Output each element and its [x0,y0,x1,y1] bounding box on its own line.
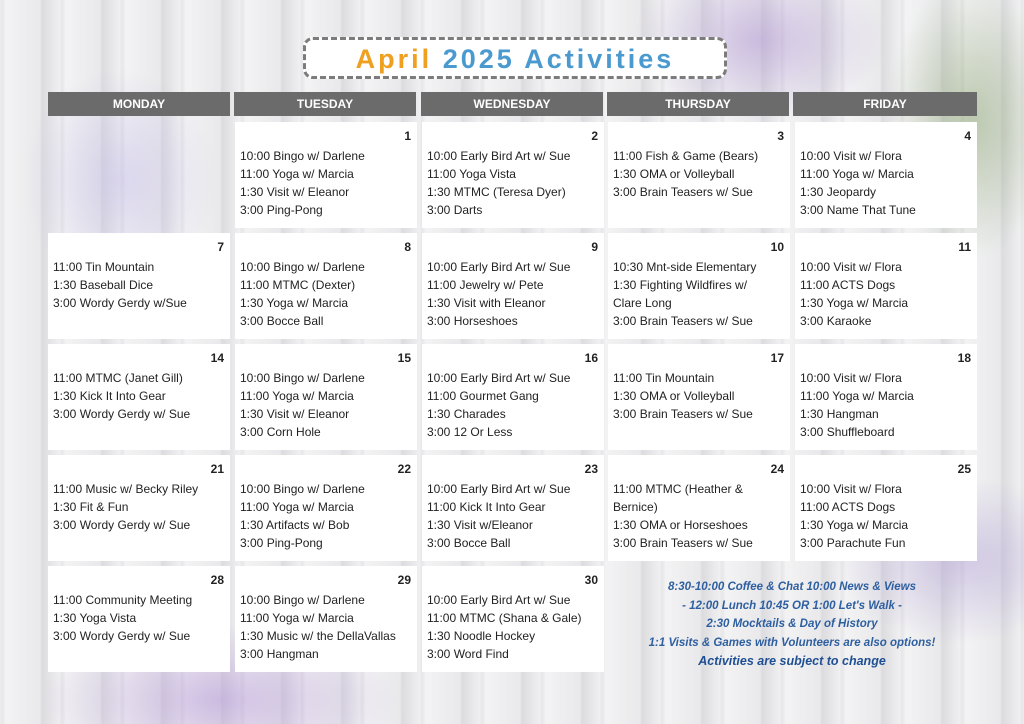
weekday-header-wednesday: WEDNESDAY [421,92,603,116]
activity-line: 11:00 Fish & Game (Bears) [613,149,759,163]
activity-list [53,258,226,312]
day-number: 22 [397,462,411,476]
activity-line: 1:30 Visit w/ Eleanor [240,407,350,421]
day-cell [608,233,790,339]
day-number: 16 [584,351,598,365]
activity-line: 1:30 OMA or Volleyball [613,389,735,403]
day-number: 3 [777,129,784,143]
day-cell [795,233,977,339]
activity-line: 1:30 Fighting Wildfires w/ [613,278,748,292]
activity-line: 1:30 Fit & Fun [53,500,129,514]
activity-line: 3:00 Darts [427,203,483,217]
activity-line: 3:00 Bocce Ball [240,314,324,328]
activity-line: 11:00 Yoga Vista [427,167,516,181]
activity-line: 11:00 Community Meeting [53,593,193,607]
activity-line: 3:00 Brain Teasers w/ Sue [613,536,753,550]
day-number: 11 [958,240,971,254]
activity-line: 1:30 OMA or Horseshoes [613,518,748,532]
activity-line: 11:00 Kick It Into Gear [427,500,546,514]
activity-list [613,480,786,552]
activity-line: 3:00 Karaoke [800,314,872,328]
activity-line: Bernice) [613,500,658,514]
activity-line: 11:00 Yoga w/ Marcia [800,167,914,181]
activity-line: 1:30 Kick It Into Gear [53,389,166,403]
activity-list [613,147,786,201]
activity-line: Clare Long [613,296,672,310]
activity-line: 11:00 ACTS Dogs [800,278,896,292]
weekday-header-tuesday: TUESDAY [234,92,416,116]
activity-line: 3:00 12 Or Less [427,425,513,439]
activity-line: 1:30 Baseball Dice [53,278,154,292]
activity-list [240,369,413,441]
day-number: 2 [591,129,598,143]
day-cell [422,233,604,339]
activity-line: 10:00 Bingo w/ Darlene [240,593,365,607]
activity-line: 11:00 MTMC (Dexter) [240,278,356,292]
day-number: 15 [397,351,411,365]
activity-line: 1:30 Artifacts w/ Bob [240,518,350,532]
activity-line: 1:30 Noodle Hockey [427,629,536,643]
day-number: 4 [964,129,971,143]
activity-line: 1:30 Visit with Eleanor [427,296,546,310]
activity-list [427,591,600,663]
activity-list [800,258,973,330]
day-cell [235,233,417,339]
activity-line: 3:00 Wordy Gerdy w/ Sue [53,407,191,421]
day-cell [235,122,417,228]
activity-list [800,147,973,219]
activity-line: 11:00 Jewelry w/ Pete [427,278,544,292]
activity-line: 10:00 Visit w/ Flora [800,371,902,385]
day-cell [795,122,977,228]
activity-list [800,480,973,552]
day-cell [608,122,790,228]
activity-line: 11:00 Gourmet Gang [427,389,539,403]
day-cell [422,122,604,228]
activity-line: 3:00 Brain Teasers w/ Sue [613,407,753,421]
activity-line: 10:30 Mnt-side Elementary [613,260,757,274]
day-cell [795,344,977,450]
activity-line: 11:00 Tin Mountain [613,371,715,385]
activity-line: 10:00 Early Bird Art w/ Sue [427,593,571,607]
activity-line: 10:00 Early Bird Art w/ Sue [427,482,571,496]
activity-line: 1:30 Jeopardy [800,185,877,199]
activity-line: 11:00 Yoga w/ Marcia [240,389,354,403]
activity-line: 10:00 Visit w/ Flora [800,260,902,274]
day-number: 10 [770,240,784,254]
day-cell [48,344,230,450]
activity-line: 3:00 Ping-Pong [240,203,323,217]
activity-list [613,369,786,423]
day-cell [795,455,977,561]
day-number: 18 [957,351,971,365]
day-cell [422,344,604,450]
day-number: 25 [957,462,971,476]
weekday-header-monday: MONDAY [48,92,230,116]
day-number: 30 [584,573,598,587]
activity-line: 1:30 Yoga Vista [53,611,137,625]
activity-list [240,258,413,330]
activity-line: 11:00 MTMC (Janet Gill) [53,371,183,385]
activity-line: 3:00 Hangman [240,647,319,661]
activity-list [240,591,413,663]
day-cell [48,455,230,561]
activity-line: 1:30 Yoga w/ Marcia [240,296,349,310]
day-cell [422,455,604,561]
activity-list [427,258,600,330]
activity-list [427,480,600,552]
title-month: April [355,44,433,74]
day-cell [608,455,790,561]
activity-list [240,480,413,552]
activity-list [427,369,600,441]
activity-line: 10:00 Early Bird Art w/ Sue [427,149,571,163]
weekday-header-friday: FRIDAY [793,92,977,116]
activity-line: 1:30 MTMC (Teresa Dyer) [427,185,566,199]
activity-line: 3:00 Wordy Gerdy w/Sue [53,296,187,310]
day-cell [235,344,417,450]
day-cell [48,233,230,339]
weekday-header-thursday: THURSDAY [607,92,789,116]
activity-line: 3:00 Name That Tune [800,203,916,217]
note-line: 8:30-10:00 Coffee & Chat 10:00 News & Views [668,581,916,593]
day-number: 29 [397,573,411,587]
day-number: 14 [210,351,224,365]
activity-line: 11:00 Yoga w/ Marcia [240,611,354,625]
activity-line: 11:00 Yoga w/ Marcia [240,500,354,514]
activity-line: 3:00 Horseshoes [427,314,518,328]
activity-line: 1:30 Visit w/ Eleanor [240,185,350,199]
activity-line: 3:00 Ping-Pong [240,536,323,550]
activity-list [53,480,226,534]
activity-line: 10:00 Early Bird Art w/ Sue [427,260,571,274]
activity-line: 3:00 Brain Teasers w/ Sue [613,314,753,328]
activity-line: 1:30 Charades [427,407,506,421]
activity-line: 3:00 Word Find [427,647,509,661]
activity-line: 3:00 Parachute Fun [800,536,906,550]
activity-list [613,258,786,330]
activity-line: 10:00 Bingo w/ Darlene [240,371,365,385]
day-cell [608,344,790,450]
activity-line: 1:30 Hangman [800,407,879,421]
note-disclaimer: Activities are subject to change [698,654,886,668]
day-number: 9 [591,240,598,254]
activity-list [427,147,600,219]
activity-line: 11:00 Tin Mountain [53,260,155,274]
activity-line: 11:00 ACTS Dogs [800,500,896,514]
activity-line: 11:00 Yoga w/ Marcia [800,389,914,403]
day-number: 17 [770,351,784,365]
activity-line: 1:30 OMA or Volleyball [613,167,735,181]
activity-list [800,369,973,441]
activity-line: 3:00 Corn Hole [240,425,321,439]
activity-line: 1:30 Visit w/Eleanor [427,518,533,532]
activity-line: 3:00 Wordy Gerdy w/ Sue [53,518,191,532]
activity-line: 3:00 Shuffleboard [800,425,895,439]
note-line: 2:30 Mocktails & Day of History [706,618,878,630]
activity-line: 10:00 Bingo w/ Darlene [240,482,365,496]
day-number: 8 [404,240,411,254]
activity-line: 11:00 Yoga w/ Marcia [240,167,354,181]
activity-line: 11:00 MTMC (Heather & [613,482,743,496]
note-line: 1:1 Visits & Games with Volunteers are also options! [648,636,936,649]
title-year-activities: 2025 Activities [442,44,675,74]
calendar-title [303,37,727,79]
day-number: 1 [404,129,411,143]
day-number: 28 [210,573,224,587]
activity-line: 1:30 Music w/ the DellaVallas [240,629,396,643]
day-number: 21 [210,462,224,476]
day-cell [235,455,417,561]
day-cell [235,566,417,672]
activity-line: 3:00 Bocce Ball [427,536,511,550]
activity-list [53,591,226,645]
activity-line: 10:00 Early Bird Art w/ Sue [427,371,571,385]
day-cell [48,566,230,672]
activity-line: 3:00 Brain Teasers w/ Sue [613,185,753,199]
activity-list [53,369,226,423]
day-number: 24 [770,462,784,476]
activity-line: 1:30 Yoga w/ Marcia [800,518,909,532]
activity-line: 10:00 Visit w/ Flora [800,482,902,496]
day-number: 7 [217,240,224,254]
activity-line: 3:00 Wordy Gerdy w/ Sue [53,629,191,643]
note-line: - 12:00 Lunch 10:45 OR 1:00 Let's Walk - [682,599,902,612]
activity-line: 11:00 Music w/ Becky Riley [53,482,199,496]
activity-line: 10:00 Visit w/ Flora [800,149,902,163]
activity-list [240,147,413,219]
activity-line: 10:00 Bingo w/ Darlene [240,149,365,163]
activity-line: 10:00 Bingo w/ Darlene [240,260,365,274]
day-cell [422,566,604,672]
schedule-notes [612,578,972,671]
activity-line: 11:00 MTMC (Shana & Gale) [427,611,582,625]
activity-line: 1:30 Yoga w/ Marcia [800,296,909,310]
day-number: 23 [584,462,598,476]
